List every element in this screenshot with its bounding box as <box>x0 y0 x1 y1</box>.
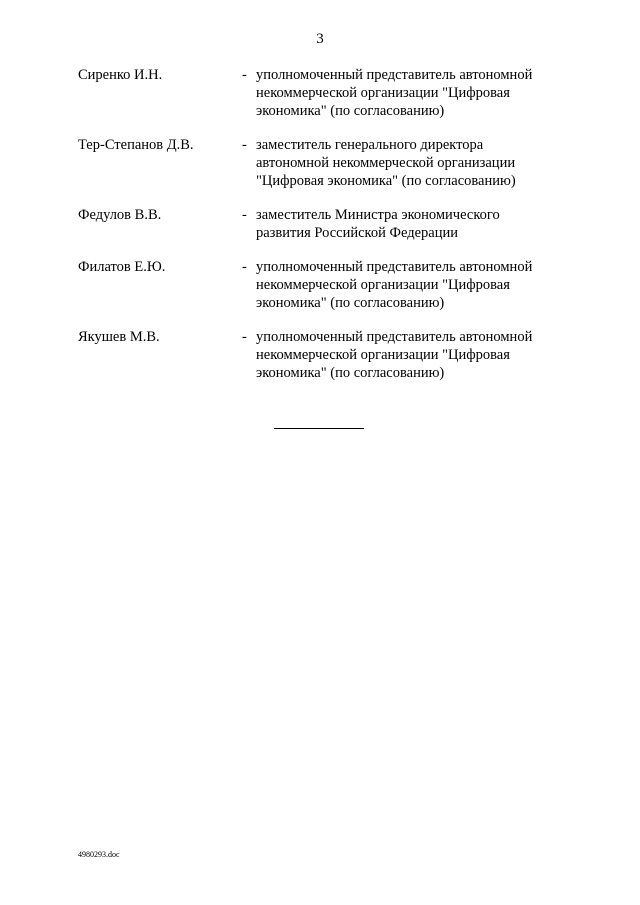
member-name: Сиренко И.Н. <box>78 67 163 83</box>
member-dash: - <box>242 207 247 223</box>
member-role: заместитель генерального директора автономной некоммерческой организации "Цифровая экономика" (по согласованию) <box>256 137 516 189</box>
member-role: уполномоченный представитель автономной некоммерческой организации "Цифровая экономика" (по согласованию) <box>256 259 533 311</box>
member-entry <box>78 328 568 382</box>
member-list <box>78 66 568 398</box>
member-name: Якушев М.В. <box>78 329 160 345</box>
member-dash: - <box>242 259 247 275</box>
member-dash: - <box>242 67 247 83</box>
member-name: Федулов В.В. <box>78 207 162 223</box>
member-entry <box>78 136 568 190</box>
footer-doc-id: 4980293.doc <box>78 850 120 859</box>
member-entry <box>78 206 568 242</box>
member-role: уполномоченный представитель автономной некоммерческой организации "Цифровая экономика" (по согласованию) <box>256 67 533 119</box>
member-role: заместитель Министра экономического развития Российской Федерации <box>256 207 500 241</box>
member-entry <box>78 258 568 312</box>
member-dash: - <box>242 137 247 153</box>
member-name: Филатов Е.Ю. <box>78 259 166 275</box>
page-number: 3 <box>316 31 324 47</box>
member-role: уполномоченный представитель автономной некоммерческой организации "Цифровая экономика" (по согласованию) <box>256 329 533 381</box>
member-dash: - <box>242 329 247 345</box>
member-name: Тер-Степанов Д.В. <box>78 137 194 153</box>
member-entry <box>78 66 568 120</box>
end-separator-line <box>274 428 364 429</box>
